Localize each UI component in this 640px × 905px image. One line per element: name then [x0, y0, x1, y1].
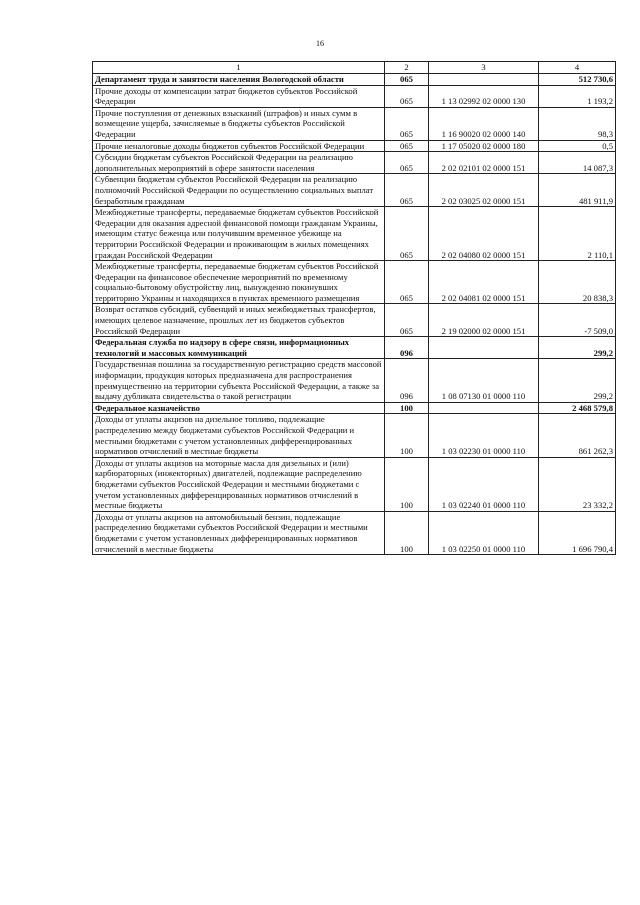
row-admin-code-cell: 065 — [385, 174, 429, 207]
department-row — [93, 74, 616, 86]
row-admin-code-cell: 096 — [385, 359, 429, 402]
row-name-cell: Межбюджетные трансферты, передаваемые бюджетам субъектов Российской Федерации для оказания адресной финансовой помощи гражданам Украины, имеющим статус беженца или получившим временное убежище на территории Российской Федерации и проживающим в жилых помещениях граждан Российской Федерации — [93, 207, 385, 261]
row-classification-code-cell: 1 16 90020 02 0000 140 — [429, 107, 539, 140]
row-amount-cell: 2 468 579,8 — [539, 402, 616, 414]
table-row — [93, 85, 616, 107]
table-row — [93, 140, 616, 152]
row-amount-cell: 861 262,3 — [539, 414, 616, 457]
row-name-cell: Государственная пошлина за государственную регистрацию средств массовой информации, продукция которых предназначена для распространения преимущественно на территории субъекта Российской Федерации, а также за выдачу дубликата свидетельства о такой регистрации — [93, 359, 385, 402]
row-name-cell: Субсидии бюджетам субъектов Российской Федерации на реализацию дополнительных мероприятий в сфере занятости населения — [93, 152, 385, 174]
row-admin-code-cell: 065 — [385, 85, 429, 107]
row-amount-cell: -7 509,0 — [539, 304, 616, 337]
revenue-table — [92, 61, 616, 555]
row-admin-code-cell: 065 — [385, 304, 429, 337]
row-classification-code-cell — [429, 74, 539, 86]
row-amount-cell: 23 332,2 — [539, 457, 616, 511]
row-amount-cell: 512 730,6 — [539, 74, 616, 86]
department-row — [93, 337, 616, 359]
row-admin-code-cell: 065 — [385, 107, 429, 140]
row-classification-code-cell — [429, 402, 539, 414]
row-name-cell: Доходы от уплаты акцизов на дизельное топливо, подлежащие распределению между бюджетами субъектов Российской Федерации и местными бюджетами с учетом установленных дифференцированных нормативов отчислений в местные бюджеты — [93, 414, 385, 457]
row-classification-code-cell: 2 02 04080 02 0000 151 — [429, 207, 539, 261]
row-amount-cell: 98,3 — [539, 107, 616, 140]
row-name-cell: Субвенции бюджетам субъектов Российской Федерации на реализацию полномочий Российской Федерации по осуществлению социальных выплат безработным гражданам — [93, 174, 385, 207]
row-amount-cell: 481 911,9 — [539, 174, 616, 207]
row-admin-code-cell: 065 — [385, 152, 429, 174]
row-amount-cell: 20 838,3 — [539, 261, 616, 304]
column-header-2: 2 — [385, 62, 429, 74]
table-row — [93, 414, 616, 457]
column-header-1: 1 — [93, 62, 385, 74]
page-number: 16 — [316, 39, 324, 48]
row-name-cell: Прочие неналоговые доходы бюджетов субъектов Российской Федерации — [93, 140, 385, 152]
row-name-cell: Возврат остатков субсидий, субвенций и иных межбюджетных трансфертов, имеющих целевое назначение, прошлых лет из бюджетов субъектов Российской Федерации — [93, 304, 385, 337]
table-row — [93, 207, 616, 261]
row-admin-code-cell: 100 — [385, 511, 429, 554]
column-header-3: 3 — [429, 62, 539, 74]
row-admin-code-cell: 100 — [385, 414, 429, 457]
row-name-cell: Прочие поступления от денежных взысканий (штрафов) и иных сумм в возмещение ущерба, зачисляемые в бюджеты субъектов Российской Федерации — [93, 107, 385, 140]
table-row — [93, 152, 616, 174]
table-row — [93, 511, 616, 554]
table-row — [93, 174, 616, 207]
row-classification-code-cell: 2 19 02000 02 0000 151 — [429, 304, 539, 337]
row-classification-code-cell: 2 02 03025 02 0000 151 — [429, 174, 539, 207]
row-amount-cell: 299,2 — [539, 337, 616, 359]
table-row — [93, 107, 616, 140]
row-amount-cell: 0,5 — [539, 140, 616, 152]
row-classification-code-cell: 1 03 02250 01 0000 110 — [429, 511, 539, 554]
row-amount-cell: 14 087,3 — [539, 152, 616, 174]
column-header-4: 4 — [539, 62, 616, 74]
row-admin-code-cell: 100 — [385, 402, 429, 414]
row-amount-cell: 2 110,1 — [539, 207, 616, 261]
row-classification-code-cell: 1 13 02992 02 0000 130 — [429, 85, 539, 107]
row-admin-code-cell: 096 — [385, 337, 429, 359]
row-classification-code-cell: 1 17 05020 02 0000 180 — [429, 140, 539, 152]
row-classification-code-cell — [429, 337, 539, 359]
row-name-cell: Прочие доходы от компенсации затрат бюджетов субъектов Российской Федерации — [93, 85, 385, 107]
row-amount-cell: 1 696 790,4 — [539, 511, 616, 554]
table-row — [93, 457, 616, 511]
row-classification-code-cell: 1 03 02240 01 0000 110 — [429, 457, 539, 511]
row-admin-code-cell: 065 — [385, 261, 429, 304]
row-name-cell: Доходы от уплаты акцизов на автомобильный бензин, подлежащие распределению бюджетами субъектов Российской Федерации и местными бюджетами с учетом установленных дифференцированных нормативов отчислений в местные бюджеты — [93, 511, 385, 554]
row-admin-code-cell: 100 — [385, 457, 429, 511]
row-admin-code-cell: 065 — [385, 207, 429, 261]
row-classification-code-cell: 1 08 07130 01 0000 110 — [429, 359, 539, 402]
row-amount-cell: 1 193,2 — [539, 85, 616, 107]
row-name-cell: Межбюджетные трансферты, передаваемые бюджетам субъектов Российской Федерации на финансовое обеспечение мероприятий по временному социально-бытовому обустройству лиц, вынужденно покинувших территорию Украины и находящихся в пунктах временного размещения — [93, 261, 385, 304]
department-row — [93, 402, 616, 414]
row-name-cell: Федеральная служба по надзору в сфере связи, информационных технологий и массовых коммуникаций — [93, 337, 385, 359]
row-classification-code-cell: 1 03 02230 01 0000 110 — [429, 414, 539, 457]
table-row — [93, 304, 616, 337]
row-amount-cell: 299,2 — [539, 359, 616, 402]
row-name-cell: Федеральное казначейство — [93, 402, 385, 414]
row-admin-code-cell: 065 — [385, 140, 429, 152]
table-row — [93, 261, 616, 304]
row-classification-code-cell: 2 02 04081 02 0000 151 — [429, 261, 539, 304]
row-admin-code-cell: 065 — [385, 74, 429, 86]
row-name-cell: Доходы от уплаты акцизов на моторные масла для дизельных и (или) карбюраторных (инжекторных) двигателей, подлежащие распределению бюджетами субъектов Российской Федерации и местными бюджетами с учетом установленных дифференцированных нормативов отчислений в местные бюджеты — [93, 457, 385, 511]
row-name-cell: Департамент труда и занятости населения Вологодской области — [93, 74, 385, 86]
column-header-row — [93, 62, 616, 74]
row-classification-code-cell: 2 02 02101 02 0000 151 — [429, 152, 539, 174]
table-row — [93, 359, 616, 402]
